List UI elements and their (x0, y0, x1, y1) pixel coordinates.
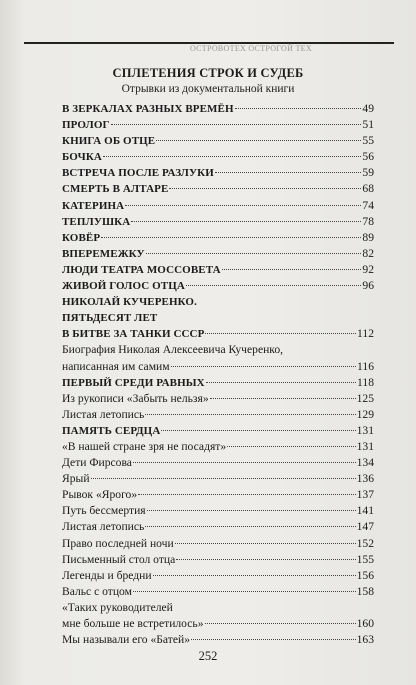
toc-entry-page: 131 (356, 423, 374, 437)
toc-leader-dots (205, 622, 356, 624)
toc-entry (62, 391, 374, 407)
toc-entry-title: Ярый (62, 472, 90, 486)
toc-entry-title: ВПЕРЕМЕЖКУ (62, 247, 145, 260)
toc-entry-page: 68 (362, 182, 374, 196)
toc-entry (62, 519, 374, 535)
toc-leader-dots (161, 429, 355, 431)
toc-entry-page: 129 (356, 407, 374, 421)
toc-entry-title: БОЧКА (62, 151, 102, 164)
toc-entry (62, 584, 374, 600)
toc-leader-dots (133, 461, 356, 463)
toc-entry-page: 134 (356, 456, 374, 470)
toc-entry-page: 92 (362, 262, 374, 276)
toc-entry-title: В ЗЕРКАЛАХ РАЗНЫХ ВРЕМЁН (62, 103, 234, 115)
toc-leader-dots (153, 574, 356, 576)
toc-leader-dots (145, 525, 355, 527)
toc-entry (62, 198, 374, 214)
toc-leader-dots (103, 155, 361, 157)
toc-entry-title: ПРОЛОГ (62, 119, 110, 132)
toc-entry (62, 616, 374, 632)
toc-entry-page: 141 (356, 504, 374, 518)
toc-entry-page: 55 (362, 134, 374, 148)
toc-leader-dots (91, 477, 356, 479)
toc-entry (62, 423, 374, 439)
toc-entry (62, 133, 374, 149)
toc-entry (62, 165, 374, 181)
toc-entry-page: 51 (362, 118, 374, 132)
toc-entry-title: ПАМЯТЬ СЕРДЦА (62, 424, 161, 437)
toc-entry (62, 214, 374, 230)
toc-entry (62, 359, 374, 375)
toc-entry-title: КОВЁР (62, 231, 101, 244)
toc-entry-title: мне больше не встретилось» (62, 617, 204, 630)
toc-entry-page: 152 (356, 536, 374, 550)
toc-entry (62, 407, 374, 423)
toc-leader-dots (133, 590, 356, 592)
toc-leader-dots (169, 187, 361, 189)
toc-entry (62, 246, 374, 262)
toc-leader-dots (125, 204, 361, 206)
toc-entry-page: 160 (356, 617, 374, 630)
toc-entry (62, 342, 374, 358)
toc-leader-dots (171, 365, 356, 367)
toc-entry (62, 294, 374, 310)
toc-entry-page: 116 (357, 359, 374, 373)
toc-entry-title: ЛЮДИ ТЕАТРА МОССОВЕТА (62, 263, 221, 276)
toc-leader-dots (145, 413, 355, 415)
running-header: ОСТРОВОТЕХ ОСТРОГОЙ ТЕХ (190, 44, 312, 53)
toc-entry-page: 137 (356, 488, 374, 502)
toc-entry-title: ПЕРВЫЙ СРЕДИ РАВНЫХ (62, 376, 205, 389)
toc-entry-page: 163 (356, 633, 374, 647)
toc-entry (62, 326, 374, 342)
toc-entry (62, 552, 374, 568)
toc-entry-page: 78 (362, 214, 374, 228)
toc-entry-title: Письменный стол отца (62, 552, 176, 566)
toc-entry-title: написанная им самим (62, 359, 170, 373)
toc-entry-page: 147 (356, 520, 374, 534)
toc-entry-title: Из рукописи «Забыть нельзя» (62, 391, 209, 405)
toc-entry-title: «В нашей стране зря не посадят» (62, 439, 227, 453)
toc-leader-dots (222, 268, 362, 270)
toc-leader-dots (205, 332, 356, 334)
toc-leader-dots (146, 252, 362, 254)
toc-entry-page: 158 (356, 584, 374, 598)
toc-leader-dots (111, 123, 362, 125)
page-number: 252 (198, 649, 218, 663)
toc-entry-title: Право последней ночи (62, 536, 174, 550)
section-subtitle: Отрывки из документальной книги (121, 83, 295, 95)
toc-entry (62, 262, 374, 278)
toc-entry-title: Листая летопись (62, 407, 145, 421)
toc-entry-page: 59 (362, 166, 374, 180)
toc-entry (62, 101, 374, 117)
toc-entry-title: ВСТРЕЧА ПОСЛЕ РАЗЛУКИ (62, 167, 214, 180)
toc-leader-dots (131, 220, 361, 222)
toc-entry (62, 310, 374, 326)
toc-entry (62, 503, 374, 519)
toc-leader-dots (191, 638, 356, 640)
toc-entry-page: 96 (362, 279, 374, 293)
toc-entry-title: «Таких руководителей (62, 600, 173, 614)
toc-entry (62, 568, 374, 584)
toc-entry (62, 181, 374, 197)
toc-entry-page: 112 (357, 327, 374, 341)
toc-entry-page: 155 (356, 552, 374, 566)
toc-entry-page: 89 (362, 230, 374, 244)
toc-leader-dots (210, 397, 356, 399)
toc-leader-dots (147, 509, 356, 511)
toc-entry-page: 56 (362, 150, 374, 164)
toc-entry (62, 278, 374, 294)
toc-entry-title: ТЕПЛУШКА (62, 215, 131, 228)
toc-entry (62, 471, 374, 487)
toc-entry (62, 487, 374, 503)
toc-entry-title: Биография Николая Алексеевича Кучеренко, (62, 343, 284, 357)
toc-entry (62, 375, 374, 391)
toc-entry-title: ПЯТЬДЕСЯТ ЛЕТ (62, 312, 158, 325)
toc-entry-title: КНИГА ОБ ОТЦЕ (62, 135, 156, 148)
toc-entry-title: В БИТВЕ ЗА ТАНКИ СССР (62, 328, 205, 341)
toc-leader-dots (186, 284, 361, 286)
toc-entry-page: 74 (362, 198, 374, 212)
toc-entry (62, 117, 374, 133)
toc-entry-title: Мы называли его «Батей» (62, 633, 190, 647)
toc-entry-page: 82 (362, 246, 374, 260)
toc-entry-page: 136 (356, 472, 374, 486)
toc-entry-title: НИКОЛАЙ КУЧЕРЕНКО. (62, 296, 197, 309)
toc-entry-page: 49 (362, 102, 374, 115)
toc-leader-dots (206, 381, 356, 383)
toc-leader-dots (101, 236, 361, 238)
toc-leader-dots (235, 107, 362, 109)
toc-entry-title: Дети Фирсова (62, 456, 132, 470)
toc-entry-title: Вальс с отцом (62, 584, 132, 598)
toc-entry (62, 149, 374, 165)
toc-entry-page: 118 (357, 375, 374, 389)
toc-entry-page: 125 (356, 391, 374, 405)
toc-leader-dots (227, 445, 355, 447)
toc-entry (62, 600, 374, 616)
toc-entry (62, 230, 374, 246)
toc-entry-title: КАТЕРИНА (62, 199, 125, 212)
toc-entry-title: Путь бессмертия (62, 504, 146, 518)
toc-entry (62, 536, 374, 552)
table-of-contents (62, 101, 374, 648)
toc-entry-title: Листая летопись (62, 520, 145, 534)
toc-entry (62, 632, 374, 648)
toc-entry-title: СМЕРТЬ В АЛТАРЕ (62, 183, 169, 196)
toc-entry (62, 439, 374, 455)
toc-leader-dots (175, 542, 356, 544)
toc-leader-dots (156, 139, 361, 141)
toc-entry-title: Рывок «Ярого» (62, 488, 138, 502)
toc-entry-page: 156 (356, 568, 374, 582)
toc-leader-dots (138, 493, 355, 495)
section-title: СПЛЕТЕНИЯ СТРОК И СУДЕБ (112, 66, 304, 80)
toc-entry-page: 131 (356, 439, 374, 453)
toc-entry-title: ЖИВОЙ ГОЛОС ОТЦА (62, 280, 185, 293)
toc-leader-dots (176, 558, 355, 560)
toc-entry (62, 455, 374, 471)
toc-entry-title: Легенды и бредни (62, 568, 152, 582)
toc-leader-dots (215, 171, 362, 173)
